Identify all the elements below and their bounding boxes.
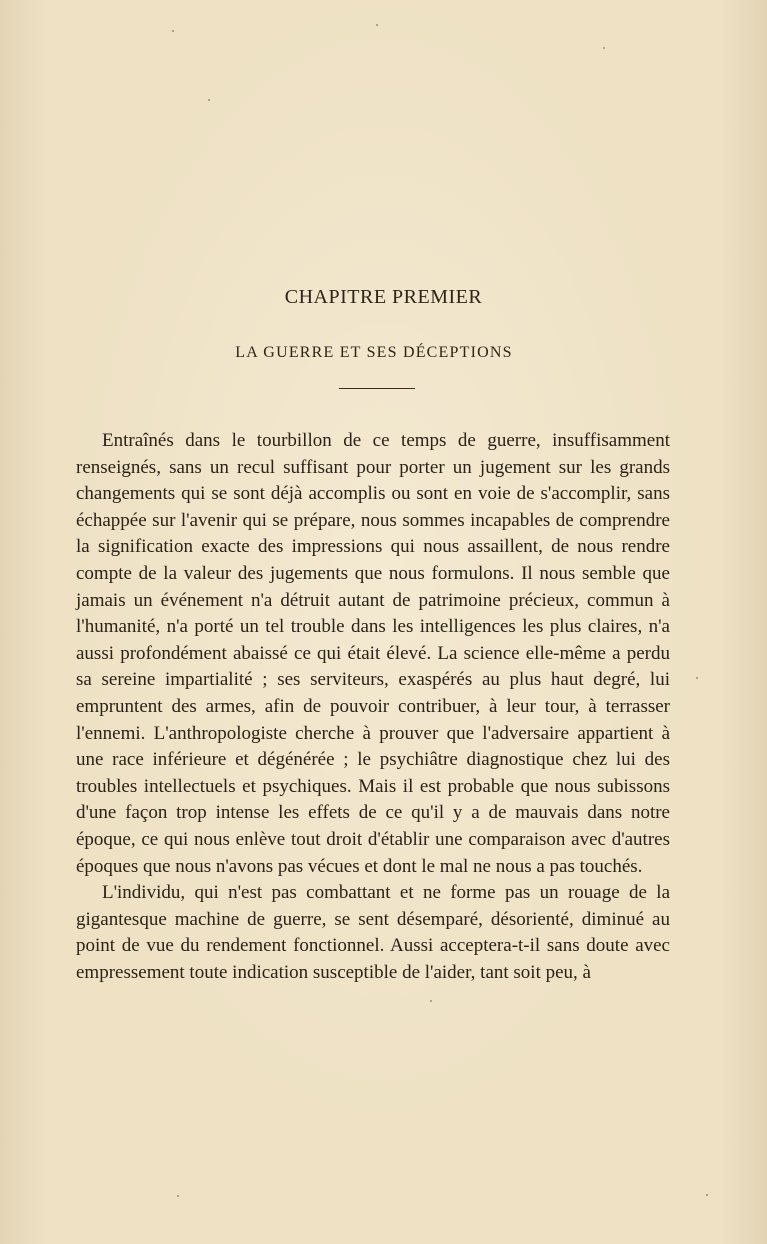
- chapter-subtitle: LA GUERRE ET SES DÉCEPTIONS: [235, 344, 513, 361]
- body-text: [76, 428, 670, 986]
- paper-speck: [376, 24, 378, 26]
- chapter-title: CHAPITRE PREMIER: [284, 286, 483, 308]
- paper-speck: [177, 1195, 179, 1197]
- paper-speck: [706, 1194, 708, 1196]
- paper-speck: [172, 30, 174, 32]
- paper-speck: [208, 99, 210, 101]
- paper-speck: [603, 47, 605, 49]
- paper-speck: [430, 1000, 432, 1002]
- paragraph: L'individu, qui n'est pas combattant et ne forme pas un rouage de la gigantesque machine de guerre, se sent désemparé, désorienté, diminué au point de vue du rendement fonctionnel. Aussi acceptera-t-il sans doute avec empressement toute indication susceptible de l'aider, tant soit peu, à: [76, 882, 670, 983]
- section-divider: [339, 388, 415, 389]
- paper-speck: [696, 677, 698, 679]
- paragraph: Entraînés dans le tourbillon de ce temps de guerre, insuffisamment renseignés, sans un recul suffisant pour porter un jugement sur les grands changements qui se sont déjà accomplis ou sont en voie de s'accomplir, sans échappée sur l'avenir qui se prépare, nous sommes incapables de comprendre la signification exacte des impressions qui nous assaillent, de nous rendre compte de la valeur des jugements que nous formulons. Il nous semble que jamais un événement n'a détruit autant de patrimoine précieux, commun à l'humanité, n'a porté un tel trouble dans les intelligences les plus claires, n'a aussi profondément abaissé ce qui était élevé. La science elle-même a perdu sa sereine impartialité ; ses serviteurs, exaspérés au plus haut degré, lui empruntent des armes, afin de pouvoir contribuer, à leur tour, à terrasser l'ennemi. L'anthropologiste cherche à prouver que l'adversaire appartient à une race inférieure et dégénérée ; le psychiâtre diagnostique chez lui des troubles intellectuels et psychiques. Mais il est probable que nous subissons d'une façon trop intense les effets de ce qu'il y a de mauvais dans notre époque, ce qui nous enlève tout droit d'établir une comparaison avec d'autres époques que nous n'avons pas vécues et dont le mal ne nous a pas touchés.: [76, 430, 670, 877]
